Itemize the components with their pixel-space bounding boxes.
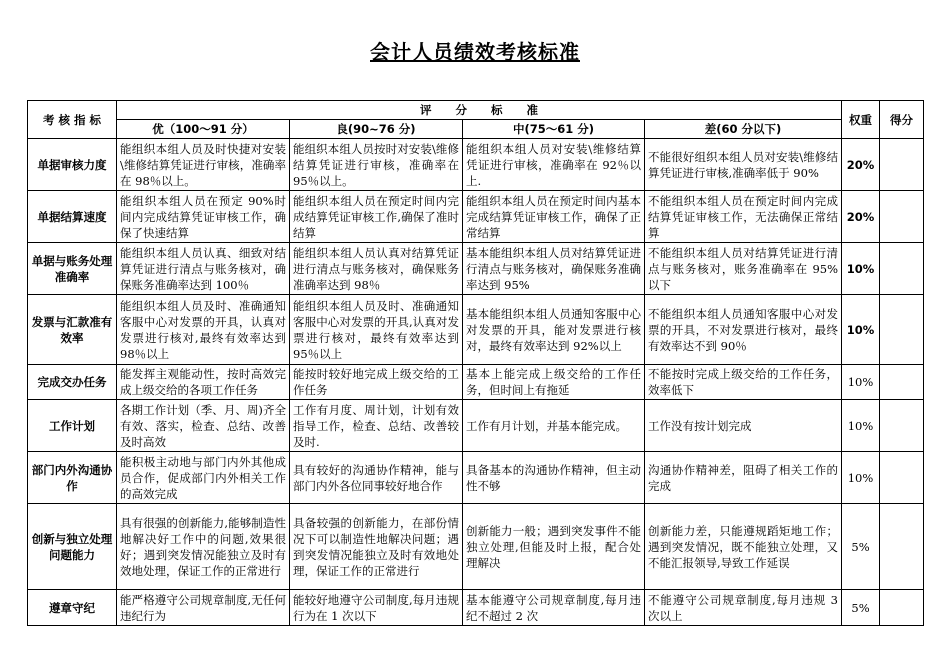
criteria-excellent: 能严格遵守公司规章制度,无任何违纪行为 bbox=[117, 590, 290, 626]
score-cell[interactable] bbox=[880, 365, 924, 400]
header-level-excellent: 优（100～91 分） bbox=[117, 120, 290, 139]
criteria-excellent: 能组织本组人员认真、细致对结算凭证进行清点与账务核对，确保账务准确率达到 100％ bbox=[117, 243, 290, 295]
indicator-name: 遵章守纪 bbox=[28, 590, 117, 626]
score-cell[interactable] bbox=[880, 452, 924, 504]
criteria-medium: 基本能组织本组人员对结算凭证进行清点与账务核对，确保账务准确率达到 95% bbox=[463, 243, 645, 295]
header-level-good: 良(90~76 分) bbox=[290, 120, 463, 139]
criteria-medium: 能组织本组人员对安装\维修结算凭证进行审核，准确率在 92％以上. bbox=[463, 139, 645, 191]
criteria-medium: 基本能遵守公司规章制度,每月违纪不超过 2 次 bbox=[463, 590, 645, 626]
criteria-excellent: 各期工作计划（季、月、周)齐全有效、落实，检查、总结、改善及时高效 bbox=[117, 400, 290, 452]
criteria-poor: 工作没有按计划完成 bbox=[645, 400, 842, 452]
page-title: 会计人员绩效考核标准 bbox=[370, 40, 580, 64]
criteria-poor: 不能组织本组人员对结算凭证进行清点与账务核对，账务准确率在 95%以下 bbox=[645, 243, 842, 295]
criteria-good: 能按时较好地完成上级交给的工作任务 bbox=[290, 365, 463, 400]
criteria-poor: 不能按时完成上级交给的工作任务，效率低下 bbox=[645, 365, 842, 400]
weight-value: 10% bbox=[842, 452, 880, 504]
criteria-medium: 具备基本的沟通协作精神，但主动性不够 bbox=[463, 452, 645, 504]
score-cell[interactable] bbox=[880, 504, 924, 590]
criteria-good: 能组织本组人员认真对结算凭证进行清点与账务核对，确保账务准确率达到 98％ bbox=[290, 243, 463, 295]
header-score: 得分 bbox=[880, 101, 924, 139]
indicator-name: 工作计划 bbox=[28, 400, 117, 452]
score-cell[interactable] bbox=[880, 243, 924, 295]
table-row bbox=[28, 590, 924, 626]
criteria-good: 能组织本组人员及时、准确通知客服中心对发票的开具,认真对发票进行核对，最终有效率达到 95％以上 bbox=[290, 295, 463, 365]
criteria-excellent: 能组织本组人员及时快捷对安装\维修结算凭证进行审核，准确率在 98％以上。 bbox=[117, 139, 290, 191]
table-row bbox=[28, 400, 924, 452]
criteria-medium: 基本能组织本组人员通知客服中心对发票的开具，能对发票进行核对，最终有效率达到 92%以上 bbox=[463, 295, 645, 365]
table-row bbox=[28, 191, 924, 243]
criteria-excellent: 能积极主动地与部门内外其他成员合作，促成部门内外相关工作的高效完成 bbox=[117, 452, 290, 504]
score-cell[interactable] bbox=[880, 295, 924, 365]
criteria-good: 具有较好的沟通协作精神，能与部门内外各位同事较好地合作 bbox=[290, 452, 463, 504]
criteria-good: 能组织本组人员在预定时间内完成结算凭证审核工作,确保了准时结算 bbox=[290, 191, 463, 243]
criteria-good: 工作有月度、周计划，计划有效指导工作，检查、总结、改善较及时. bbox=[290, 400, 463, 452]
kpi-table bbox=[27, 100, 924, 626]
score-cell[interactable] bbox=[880, 139, 924, 191]
header-level-medium: 中(75～61 分) bbox=[463, 120, 645, 139]
weight-value: 5% bbox=[842, 504, 880, 590]
criteria-medium: 基本上能完成上级交给的工作任务，但时间上有拖延 bbox=[463, 365, 645, 400]
table-row bbox=[28, 504, 924, 590]
table-row bbox=[28, 365, 924, 400]
weight-value: 20% bbox=[842, 139, 880, 191]
weight-value: 20% bbox=[842, 191, 880, 243]
score-cell[interactable] bbox=[880, 400, 924, 452]
table-row bbox=[28, 243, 924, 295]
header-weight: 权重 bbox=[842, 101, 880, 139]
criteria-poor: 不能遵守公司规章制度,每月违规 3 次以上 bbox=[645, 590, 842, 626]
criteria-poor: 沟通协作精神差，阻碍了相关工作的完成 bbox=[645, 452, 842, 504]
weight-value: 10% bbox=[842, 243, 880, 295]
header-indicator: 考 核 指 标 bbox=[28, 101, 117, 139]
indicator-name: 完成交办任务 bbox=[28, 365, 117, 400]
criteria-excellent: 能组织本组人员及时、准确通知客服中心对发票的开具，认真对发票进行核对,最终有效率达到 98％以上 bbox=[117, 295, 290, 365]
criteria-poor: 创新能力差，只能遵规蹈矩地工作；遇到突发情况，既不能独立处理，又不能汇报领导,导致工作延误 bbox=[645, 504, 842, 590]
indicator-name: 单据审核力度 bbox=[28, 139, 117, 191]
indicator-name: 部门内外沟通协作 bbox=[28, 452, 117, 504]
indicator-name: 创新与独立处理问题能力 bbox=[28, 504, 117, 590]
criteria-excellent: 能组织本组人员在预定 90%时间内完成结算凭证审核工作，确保了快速结算 bbox=[117, 191, 290, 243]
criteria-good: 具备较强的创新能力，在部份情况下可以制造性地解决问题；遇到突发情况能独立及时有效地处理，保证工作的正常进行 bbox=[290, 504, 463, 590]
table-row bbox=[28, 452, 924, 504]
criteria-medium: 能组织本组人员在预定时间内基本完成结算凭证审核工作，确保了正常结算 bbox=[463, 191, 645, 243]
criteria-medium: 创新能力一般；遇到突发事件不能独立处理,但能及时上报，配合处理解决 bbox=[463, 504, 645, 590]
score-cell[interactable] bbox=[880, 590, 924, 626]
weight-value: 10% bbox=[842, 400, 880, 452]
criteria-poor: 不能组织本组人员在预定时间内完成结算凭证审核工作，无法确保正常结算 bbox=[645, 191, 842, 243]
criteria-medium: 工作有月计划，并基本能完成。 bbox=[463, 400, 645, 452]
criteria-excellent: 能发挥主观能动性，按时高效完成上级交给的各项工作任务 bbox=[117, 365, 290, 400]
header-standard: 评 分 标 准 bbox=[117, 101, 842, 120]
criteria-poor: 不能很好组织本组人员对安装\维修结算凭证进行审核,准确率低于 90% bbox=[645, 139, 842, 191]
indicator-name: 单据结算速度 bbox=[28, 191, 117, 243]
table-row bbox=[28, 139, 924, 191]
header-level-poor: 差(60 分以下) bbox=[645, 120, 842, 139]
criteria-poor: 不能组织本组人员通知客服中心对发票的开具，不对发票进行核对，最终有效率达不到 90％ bbox=[645, 295, 842, 365]
criteria-excellent: 具有很强的创新能力,能够制造性地解决好工作中的问题,效果很好；遇到突发情况能独立及时有效地处理，保证工作的正常进行 bbox=[117, 504, 290, 590]
table-row bbox=[28, 295, 924, 365]
criteria-good: 能组织本组人员按时对安装\维修结算凭证进行审核，准确率在 95％以上。 bbox=[290, 139, 463, 191]
indicator-name: 单据与账务处理准确率 bbox=[28, 243, 117, 295]
weight-value: 10% bbox=[842, 295, 880, 365]
score-cell[interactable] bbox=[880, 191, 924, 243]
criteria-good: 能较好地遵守公司制度,每月违规行为在 1 次以下 bbox=[290, 590, 463, 626]
weight-value: 5% bbox=[842, 590, 880, 626]
indicator-name: 发票与汇款准有效率 bbox=[28, 295, 117, 365]
weight-value: 10% bbox=[842, 365, 880, 400]
